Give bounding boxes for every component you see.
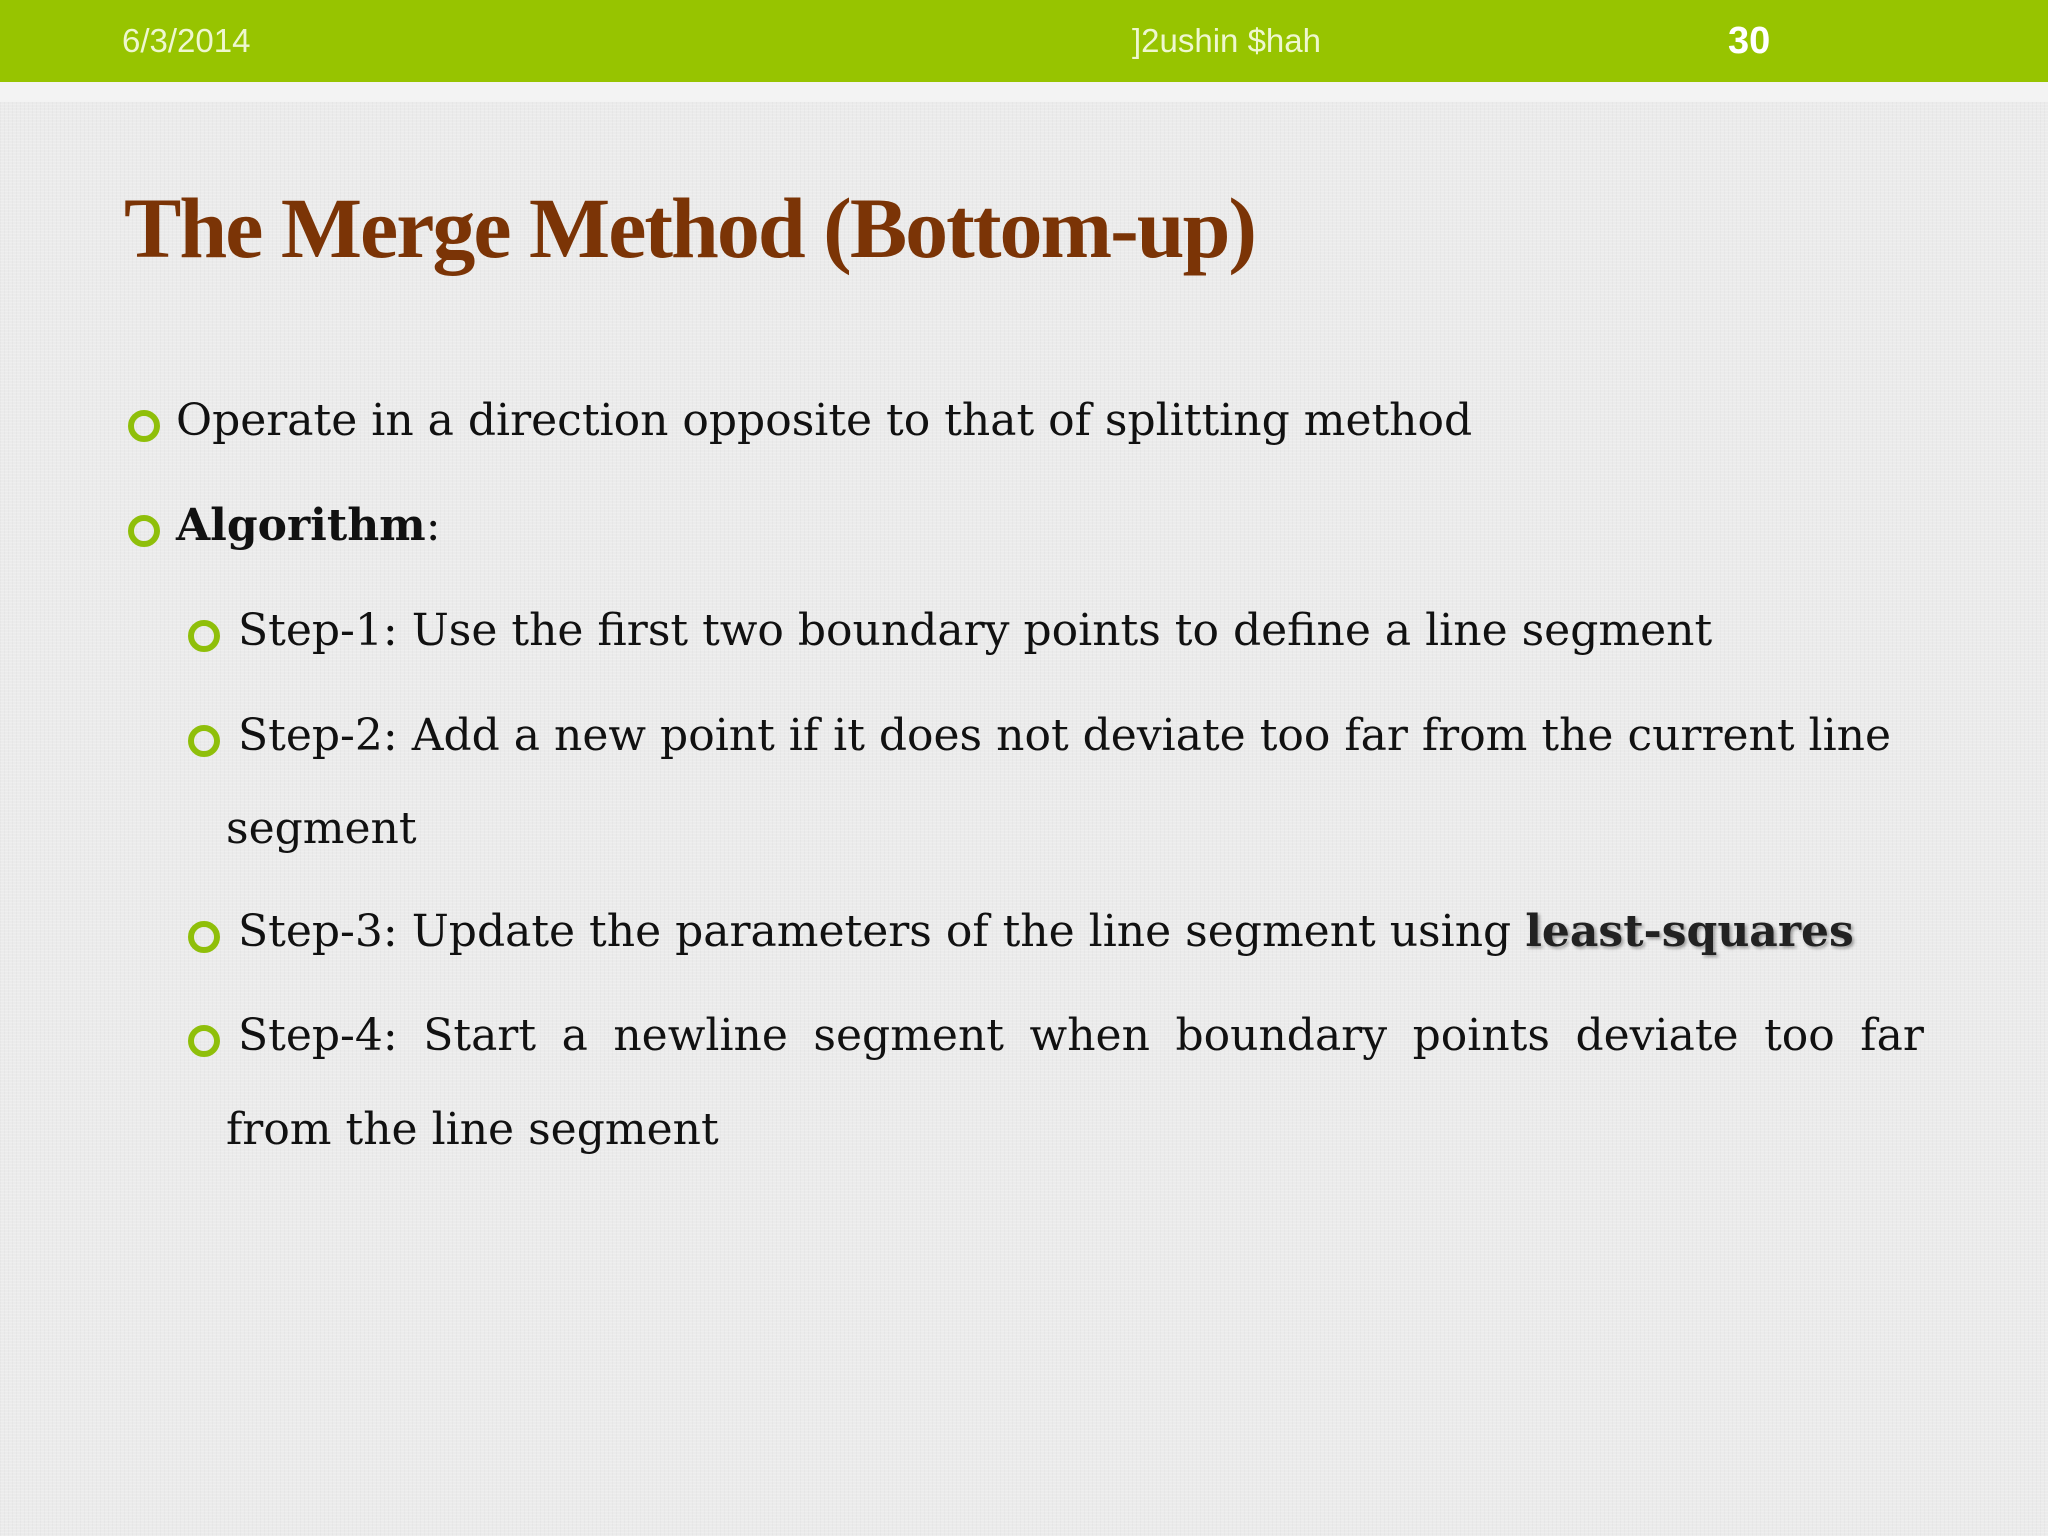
step-4-word: newline	[613, 1010, 788, 1061]
algorithm-colon: :	[425, 500, 441, 551]
algorithm-label: Algorithm	[176, 500, 426, 551]
bullet-algorithm	[176, 500, 441, 551]
step-4-word: far	[1860, 1010, 1924, 1061]
step-4-word: segment	[813, 1010, 1004, 1061]
step-4-word: when	[1029, 1010, 1150, 1061]
step-4-word: too	[1764, 1010, 1835, 1061]
slide-title: The Merge Method (Bottom-up)	[124, 180, 1256, 276]
header-author: ]2ushin $hah	[1132, 22, 1321, 59]
slide-page-number: 30	[1728, 20, 1771, 62]
step-bullet-circle-icon	[188, 725, 220, 757]
bullet-circle-icon	[128, 515, 160, 547]
step-4-word: points	[1412, 1010, 1550, 1061]
step-4-word: a	[561, 1010, 588, 1061]
step-2-line-1: Step-2: Add a new point if it does not deviate too far from the current line	[238, 710, 1892, 761]
step-4-line-2: from the line segment	[226, 1104, 719, 1155]
step-4-word: boundary	[1175, 1010, 1388, 1061]
step-4-word: deviate	[1575, 1010, 1739, 1061]
step-4-word: Start	[423, 1010, 537, 1061]
step-4-line-1	[238, 1010, 1924, 1061]
step-bullet-circle-icon	[188, 921, 220, 953]
step-3-text: Step-3: Update the parameters of the line segment using	[238, 906, 1526, 957]
bullet-operate-direction: Operate in a direction opposite to that of splitting method	[176, 395, 1473, 446]
step-bullet-circle-icon	[188, 1025, 220, 1057]
header-divider	[0, 82, 2048, 102]
step-2-line-2: segment	[226, 803, 417, 854]
least-squares-highlight: least-squares	[1525, 906, 1854, 957]
step-bullet-circle-icon	[188, 620, 220, 652]
step-1: Step-1: Use the first two boundary points to define a line segment	[238, 605, 1713, 656]
step-4-word: Step-4:	[238, 1010, 398, 1061]
step-3	[238, 906, 1854, 957]
bullet-circle-icon	[128, 410, 160, 442]
header-date: 6/3/2014	[122, 22, 251, 59]
